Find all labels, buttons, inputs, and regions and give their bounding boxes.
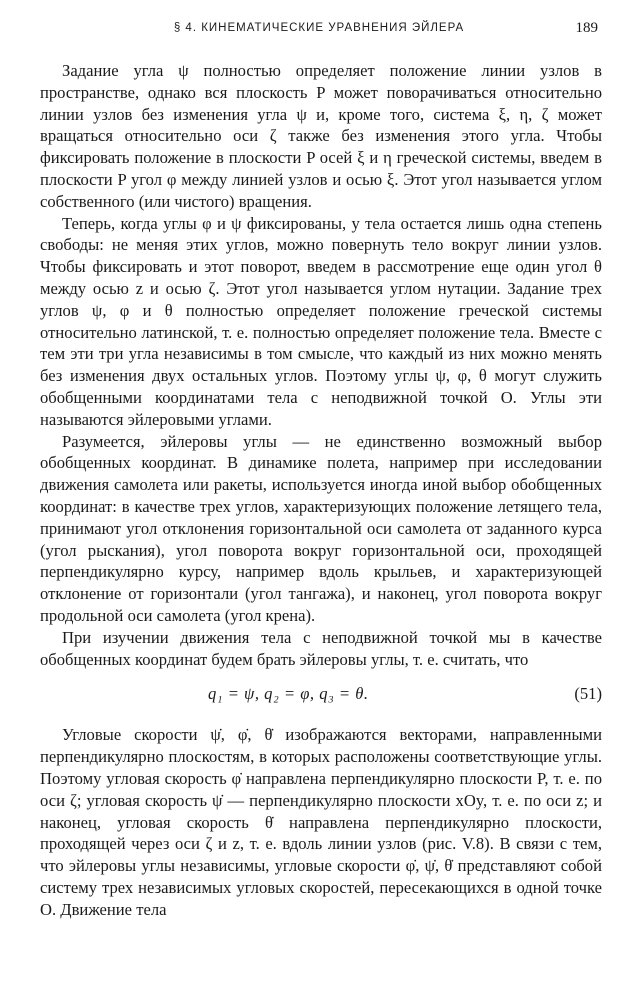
- equation-formula: q₁ = ψ, q₂ = φ, q₃ = θ.: [208, 684, 369, 704]
- paragraph-angular-velocities: Угловые скорости ψ̇, φ̇, θ̇ изображаются векторами, направленными перпендикулярно плоскостям, в которых расположены соответствующие углы. Поэтому угловая скорость φ̇ направлена перпендикулярно плоскости P, т. е. по оси ζ; угловая скорость ψ̇ — перпендикулярно плоскости xOy, т. е. по оси z; и наконец, угловая скорость θ̇ направлена перпендикулярно плоскости, проходящей через оси ζ и z, т. е. вдоль линии узлов (рис. V.8). В связи с тем, что эйлеровы углы независимы, угловые скорости φ̇, ψ̇, θ̇ представляют собой систему трех независимых угловых скоростей, пересекающихся в одной точке O. Движение тела: [40, 725, 602, 919]
- equation-row: [40, 674, 602, 714]
- paragraph-generalized-coords: При изучении движения тела с неподвижной точкой мы в качестве обобщенных координат будем брать эйлеровы углы, т. е. считать, что: [40, 627, 602, 669]
- paragraph-euler-angle-psi: Задание угла ψ полностью определяет положение линии узлов в пространстве, однако вся плоскость P может поворачиваться относительно линии узлов без изменения угла ψ и, кроме того, система ξ, η, ζ может вращаться относительно оси ζ также без изменения этого угла. Чтобы фиксировать положение в плоскости P осей ξ и η греческой системы, введем в плоскости P угол φ между линией узлов и осью ξ. Этот угол называется углом собственного (или чистого) вращения.: [40, 61, 602, 211]
- equation-number: (51): [574, 684, 602, 704]
- page-number: 189: [575, 20, 598, 36]
- paragraph-nutation: Теперь, когда углы φ и ψ фиксированы, у тела остается лишь одна степень свободы: не меняя этих углов, можно повернуть тело вокруг линии узлов. Чтобы фиксировать и этот поворот, введем в рассмотрение еще один угол θ между осью z и осью ζ. Этот угол называется углом нутации. Задание трех углов ψ, φ и θ полностью определяет положение греческой системы относительно латинской, т. е. полностью определяет положение тела. Вместе с тем эти три угла независимы в том смысле, что каждый из них можно менять без изменения двух остальных углов. Поэтому углы ψ, φ, θ могут служить обобщенными координатами тела с неподвижной точкой O. Углы эти называются эйлеровыми углами.: [40, 213, 602, 429]
- running-head: § 4. КИНЕМАТИЧЕСКИЕ УРАВНЕНИЯ ЭЙЛЕРА: [173, 22, 465, 34]
- page-body: [40, 60, 602, 920]
- paragraph-flight-dynamics: Разумеется, эйлеровы углы — не единственно возможный выбор обобщенных координат. В динамике полета, например при исследовании движения самолета или ракеты, используется иногда иной выбор обобщенных координат: в качестве трех углов, характеризующих положение летящего тела, принимают угол отклонения горизонтальной оси самолета от заданного курса (угол рыскания), угол поворота вокруг горизонтальной оси, проходящей перпендикулярно курсу, например вдоль крыльев, и характеризующей отклонение от горизонтали (угол тангажа), и наконец, угол поворота вокруг продольной оси самолета (угол крена).: [40, 431, 602, 625]
- page-header: [40, 22, 598, 42]
